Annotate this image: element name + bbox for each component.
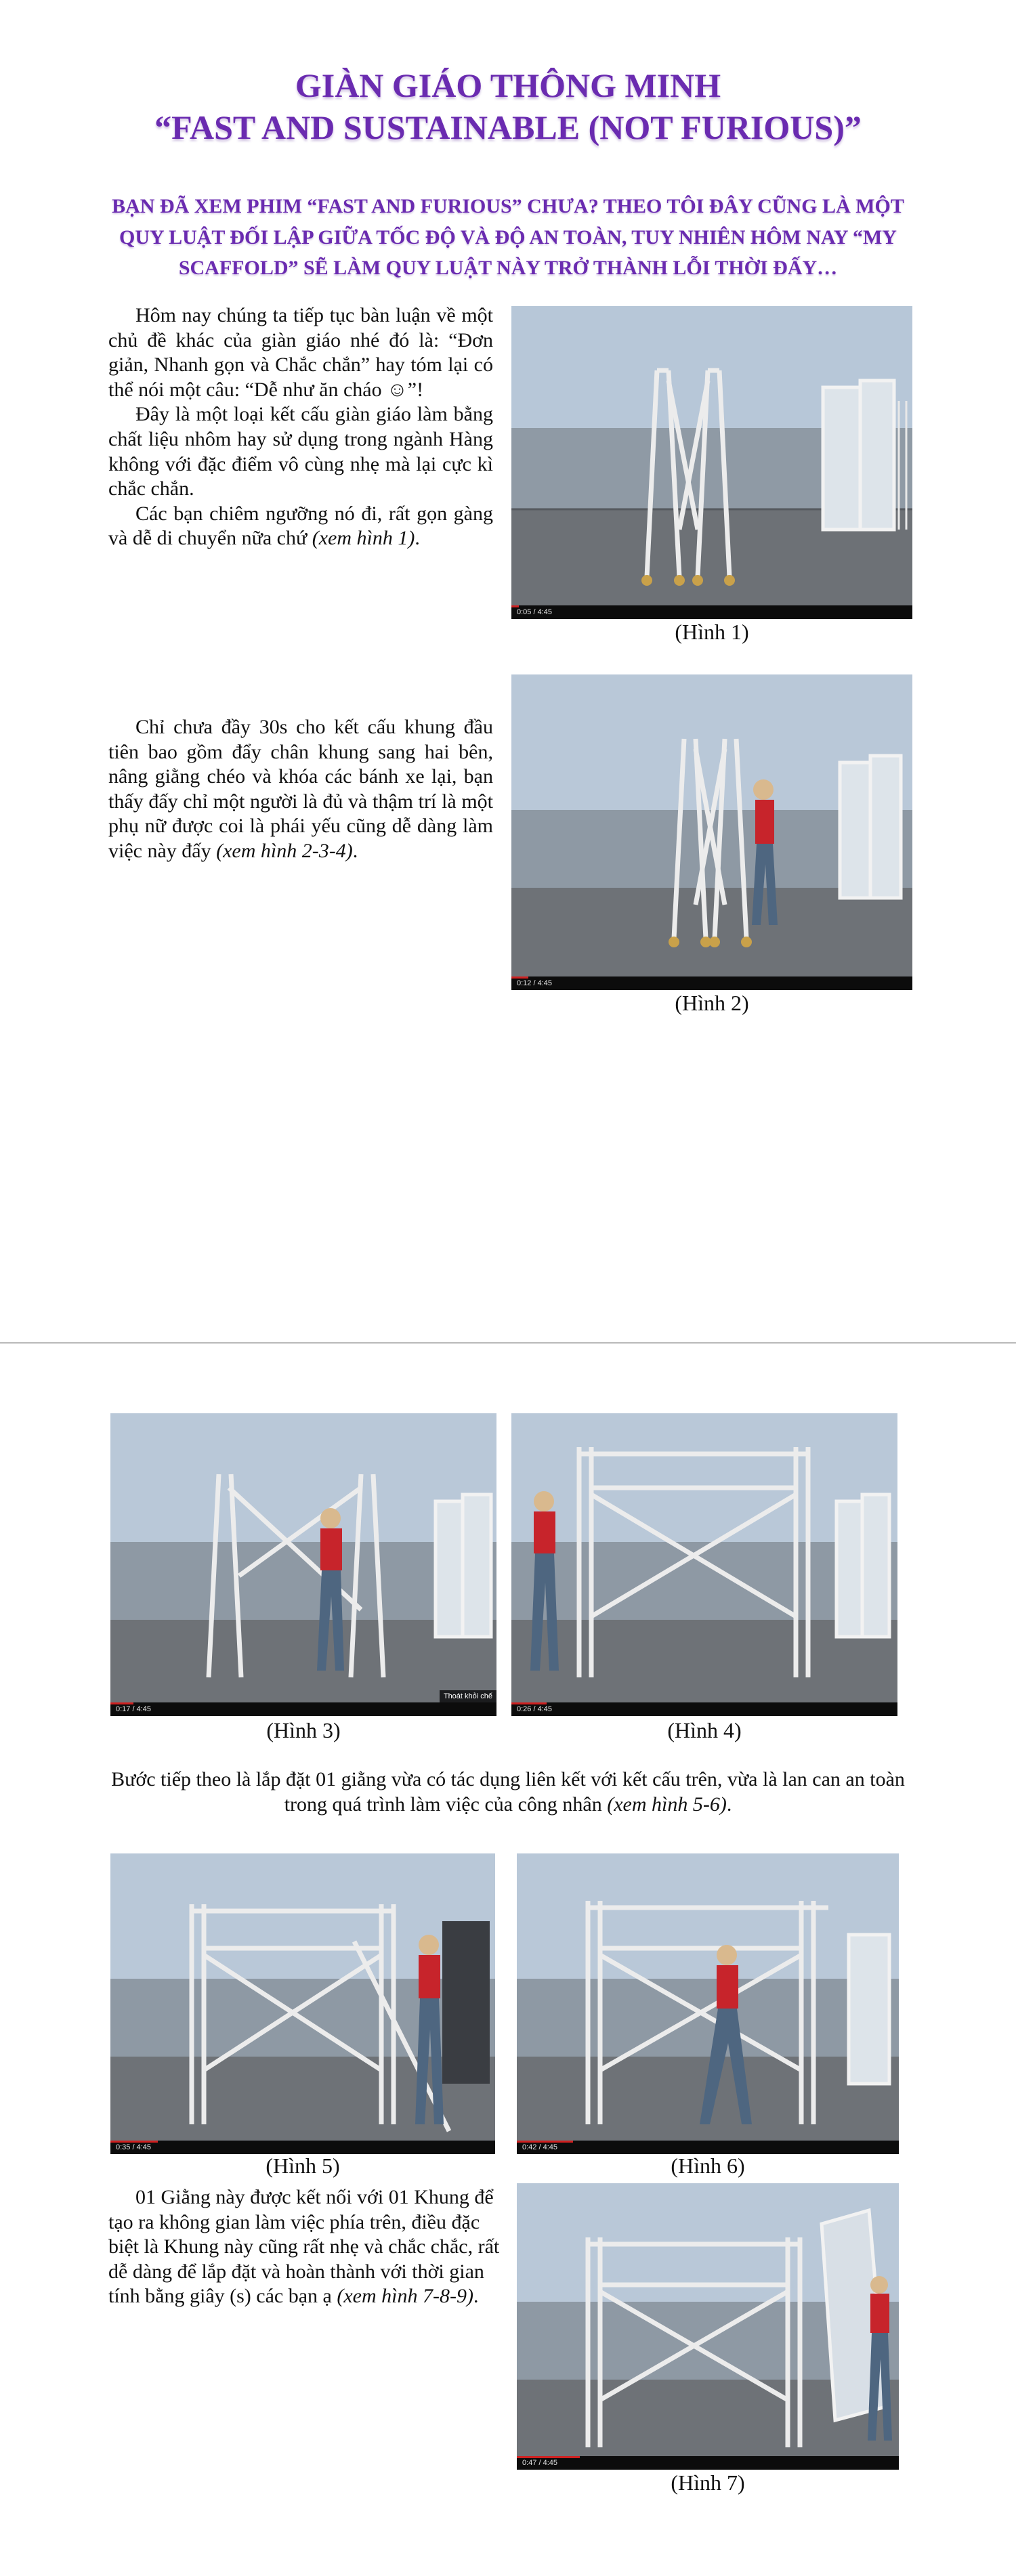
figure-5-caption: (Hình 5): [266, 2153, 340, 2178]
intro-paragraph-3-text: Các bạn chiêm ngưỡng nó đi, rất gọn gàng và dễ di chuyển nữa chứ: [108, 502, 493, 550]
video-progress: [511, 1702, 547, 1704]
video-time: 0:26 / 4:45: [517, 1705, 552, 1713]
exit-overlay[interactable]: Thoát khỏi chế: [440, 1690, 496, 1702]
intro-paragraph-2: Đây là một loại kết cấu giàn giáo làm bằng chất liệu nhôm hay sử dụng trong ngành Hàng không với đặc điểm vô cùng nhẹ mà lại cực kì chắc chắn.: [108, 403, 493, 500]
figure-7-caption: (Hình 7): [671, 2470, 745, 2495]
video-time: 0:12 / 4:45: [517, 979, 552, 987]
period: .: [726, 1793, 732, 1816]
video-time: 0:47 / 4:45: [522, 2459, 557, 2467]
video-progress: [511, 976, 528, 979]
figure-reference: (xem hình 1): [312, 527, 415, 550]
paragraph-3-text: Bước tiếp theo là lắp đặt 01 giằng vừa có tác dụng liên kết với kết cấu trên, vừa là lan can an toàn trong quá trình làm việc của công nhân: [111, 1768, 905, 1816]
page-separator: [0, 1342, 1016, 1344]
figure-reference: (xem hình 5-6): [607, 1793, 727, 1816]
paragraph-2: [108, 715, 493, 864]
paragraph-2-text: Chỉ chưa đầy 30s cho kết cấu khung đầu tiên bao gồm đẩy chân khung sang hai bên, nâng giằng chéo và khóa các bánh xe lại, bạn thấy đấy chỉ một người là đủ và thậm trí là một phụ nữ được coi là phái yếu cũng dễ dàng làm việc này đấy: [108, 716, 493, 862]
video-progress: [511, 605, 519, 607]
figure-2-photo: [511, 674, 912, 990]
figure-4-caption: (Hình 4): [667, 1718, 742, 1742]
video-timebar[interactable]: [511, 976, 912, 990]
figure-7-photo: [517, 2183, 899, 2470]
video-timebar[interactable]: [517, 2141, 899, 2154]
scaffold-frame-image: [511, 1413, 897, 1716]
scaffold-guardrail-image: [110, 1853, 495, 2154]
figure-3-photo: [110, 1413, 496, 1716]
intro-paragraph-3: [108, 502, 493, 551]
paragraph-3: [108, 1767, 908, 1817]
video-timebar[interactable]: [517, 2456, 899, 2470]
figure-reference: (xem hình 2-3-4): [216, 839, 353, 862]
video-progress: [517, 2141, 573, 2143]
video-time: 0:17 / 4:45: [116, 1705, 151, 1713]
figure-6-caption: (Hình 6): [671, 2153, 745, 2178]
figure-reference: (xem hình 7-8-9): [337, 2285, 473, 2308]
period: .: [352, 839, 358, 862]
video-time: 0:35 / 4:45: [116, 2143, 151, 2151]
video-progress: [517, 2456, 580, 2458]
intro-text: [108, 303, 493, 551]
title-line-1: GIÀN GIÁO THÔNG MINH: [295, 66, 721, 104]
scaffold-walking-image: [517, 1853, 899, 2154]
paragraph-3-body: [108, 1767, 908, 1817]
figure-6-photo: [517, 1853, 899, 2154]
figure-3-caption: (Hình 3): [266, 1718, 341, 1742]
period: .: [415, 527, 420, 550]
scaffold-woman-image: [511, 674, 912, 990]
figure-4-photo: [511, 1413, 897, 1716]
period: .: [473, 2285, 479, 2308]
scaffold-folded-image: [511, 306, 912, 619]
video-timebar[interactable]: [110, 1702, 496, 1716]
scaffold-assembly-image: [110, 1413, 496, 1716]
video-timebar[interactable]: [110, 2141, 495, 2154]
video-time: 0:05 / 4:45: [517, 608, 552, 616]
video-time: 0:42 / 4:45: [522, 2143, 557, 2151]
video-timebar[interactable]: [511, 1702, 897, 1716]
paragraph-4: [108, 2185, 503, 2309]
title-line-2: “FAST AND SUSTAINABLE (NOT FURIOUS)”: [154, 108, 862, 146]
intro-paragraph-1: Hôm nay chúng ta tiếp tục bàn luận về một chủ đề khác của giàn giáo nhé đó là: “Đơn giản, Nhanh gọn và Chắc chắn” hay tóm lại có thể nói một câu: “Dễ như ăn cháo ☺”!: [108, 304, 493, 401]
figure-1-photo: [511, 306, 912, 619]
figure-5-photo: [110, 1853, 495, 2154]
figure-2-caption: (Hình 2): [675, 991, 749, 1015]
paragraph-4-body: [108, 2185, 503, 2309]
video-timebar[interactable]: [511, 605, 912, 619]
video-progress: [110, 1702, 133, 1704]
scaffold-upper-frame-image: [517, 2183, 899, 2470]
paragraph-2-body: [108, 715, 493, 864]
video-progress: [110, 2141, 158, 2143]
subtitle: BẠN ĐÃ XEM PHIM “FAST AND FURIOUS” CHƯA? THEO TÔI ĐÂY CŨNG LÀ MỘT QUY LUẬT ĐỐI LẬP GIỮA TỐC ĐỘ VÀ ĐỘ AN TOÀN, TUY NHIÊN HÔM NAY “MY SCAFFOLD” SẼ LÀM QUY LUẬT NÀY TRỞ THÀNH LỖI THỜI ĐẤY…: [112, 195, 904, 280]
figure-1-caption: (Hình 1): [675, 620, 749, 644]
paragraph-4-text: 01 Giằng này được kết nối với 01 Khung để tạo ra không gian làm việc phía trên, điều đặc biệt là Khung này cũng rất nhẹ và chắc chắc, rất dễ dàng để lắp đặt và hoàn thành với thời gian tính bằng giây (s) các bạn ạ: [108, 2186, 500, 2308]
